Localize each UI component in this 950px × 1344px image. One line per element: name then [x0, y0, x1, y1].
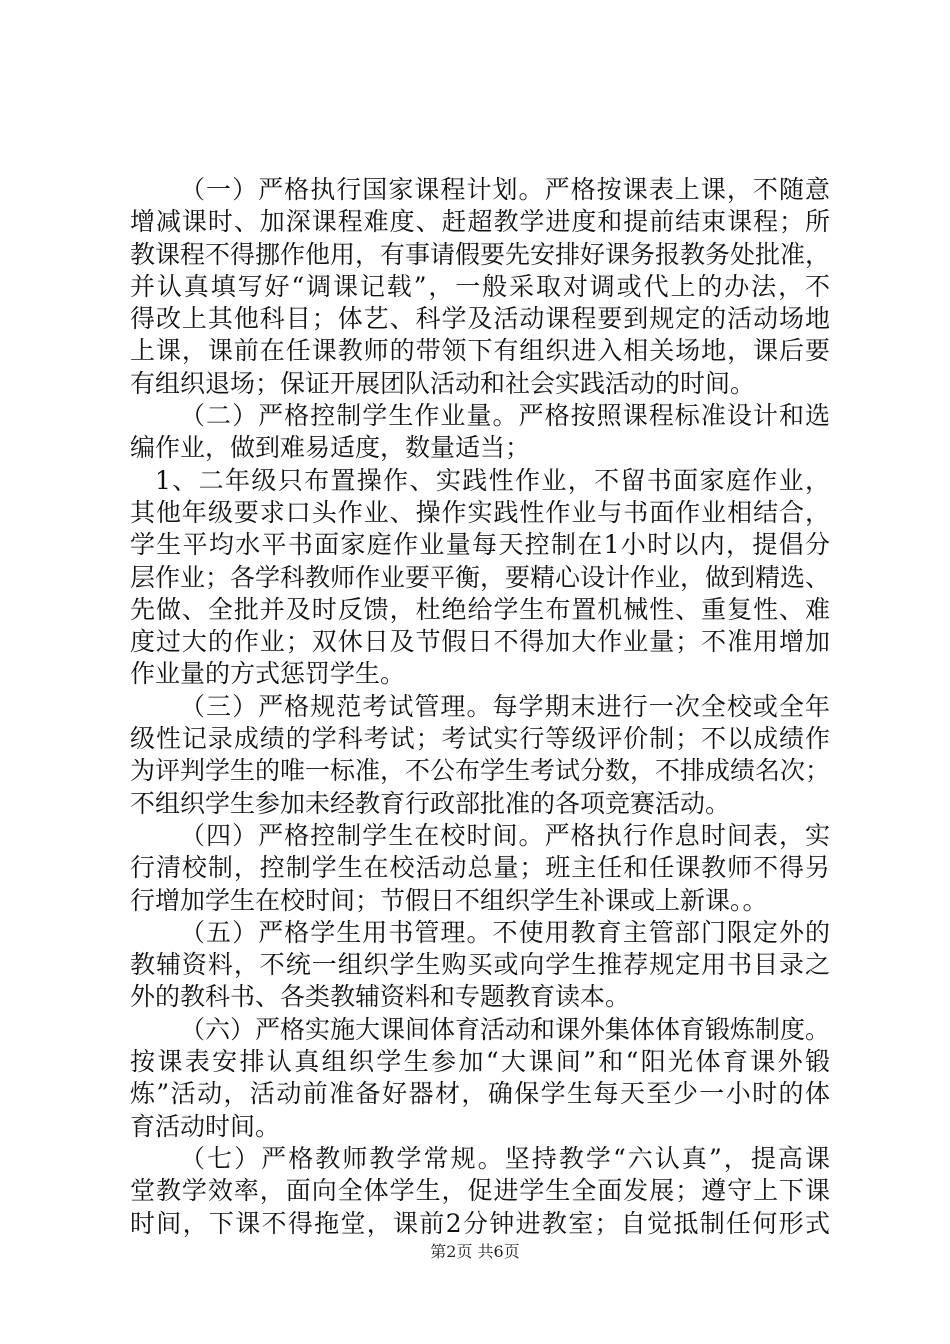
- paragraph-line: 并认真填写好“调课记载”，一般采取对调或代上的办法，不: [130, 271, 830, 301]
- paragraph: [130, 1014, 830, 1143]
- paragraph-line: （四）严格控制学生在校时间。严格执行作息时间表，实: [180, 820, 830, 850]
- paragraph: [130, 917, 830, 1014]
- paragraph-line: （五）严格学生用书管理。不使用教育主管部门限定外的: [180, 917, 830, 947]
- paragraph-line: 学生平均水平书面家庭作业量每天控制在1小时以内，提倡分: [130, 530, 830, 560]
- paragraph-line: 编作业，做到难易适度，数量适当；: [130, 433, 531, 463]
- paragraph-line: （六）严格实施大课间体育活动和课外集体体育锻炼制度。: [180, 1014, 831, 1044]
- paragraph: [130, 691, 830, 820]
- paragraph-line: 行增加学生在校时间；节假日不组织学生补课或上新课。。: [130, 885, 768, 915]
- paragraph-line: 上课，课前在任课教师的带领下有组织进入相关场地，课后要: [130, 336, 830, 366]
- paragraph-line: （三）严格规范考试管理。每学期末进行一次全校或全年: [180, 691, 830, 721]
- paragraph-line: 育活动时间。: [130, 1111, 281, 1141]
- page-footer: 第2页 共6页: [430, 1242, 520, 1261]
- paragraph-line: 作业量的方式惩罚学生。: [130, 659, 406, 689]
- paragraph-line: 得改上其他科目；体艺、科学及活动课程要到规定的活动场地: [130, 304, 830, 334]
- paragraph: [130, 820, 830, 917]
- paragraph-line: 炼”活动，活动前准备好器材，确保学生每天至少一小时的体: [130, 1079, 830, 1109]
- paragraph-line: 层作业；各学科教师作业要平衡，要精心设计作业，做到精选、: [130, 562, 831, 592]
- paragraph-line: 为评判学生的唯一标准，不公布学生考试分数，不排成绩名次；: [130, 756, 831, 786]
- paragraph-line: （二）严格控制学生作业量。严格按照课程标准设计和选: [180, 401, 830, 431]
- paragraph-line: 其他年级要求口头作业、操作实践性作业与书面作业相结合，: [130, 497, 830, 527]
- paragraph: [130, 174, 830, 400]
- paragraph-line: 增减课时、加深课程难度、赶超教学进度和提前结束课程；所: [130, 207, 830, 237]
- paragraph-line: 教课程不得挪作他用，有事请假要先安排好课务报教务处批准，: [130, 239, 831, 269]
- document-body: [130, 174, 830, 1240]
- paragraph-line: 行清校制，控制学生在校活动总量；班主任和任课教师不得另: [130, 853, 830, 883]
- paragraph-line: 堂教学效率，面向全体学生，促进学生全面发展；遵守上下课: [130, 1176, 830, 1206]
- paragraph: [130, 465, 830, 691]
- paragraph-line: 时间，下课不得拖堂，课前2分钟进教室；自觉抵制任何形式: [130, 1208, 830, 1238]
- paragraph-line: （七）严格教师教学常规。坚持教学“六认真”，提高课: [180, 1143, 830, 1173]
- paragraph-line: 有组织退场；保证开展团队活动和社会实践活动的时间。: [130, 368, 756, 398]
- paragraph-line: 外的教科书、各类教辅资料和专题教育读本。: [130, 982, 631, 1012]
- paragraph-line: 级性记录成绩的学科考试；考试实行等级评价制；不以成绩作: [130, 724, 830, 754]
- paragraph: [130, 400, 830, 465]
- paragraph-line: 先做、全批并及时反馈，杜绝给学生布置机械性、重复性、难: [130, 594, 830, 624]
- paragraph-line: （一）严格执行国家课程计划。严格按课表上课，不随意: [180, 175, 830, 204]
- paragraph-line: 按课表安排认真组织学生参加“大课间”和“阳光体育课外锻: [130, 1047, 830, 1077]
- paragraph-line: 度过大的作业；双休日及节假日不得加大作业量；不准用增加: [130, 627, 830, 657]
- paragraph-line: 不组织学生参加未经教育行政部批准的各项竞赛活动。: [130, 788, 731, 818]
- paragraph: [130, 1143, 830, 1240]
- paragraph-line: 1、二年级只布置操作、实践性作业，不留书面家庭作业，: [155, 465, 830, 495]
- paragraph-line: 教辅资料，不统一组织学生购买或向学生推荐规定用书目录之: [130, 950, 830, 980]
